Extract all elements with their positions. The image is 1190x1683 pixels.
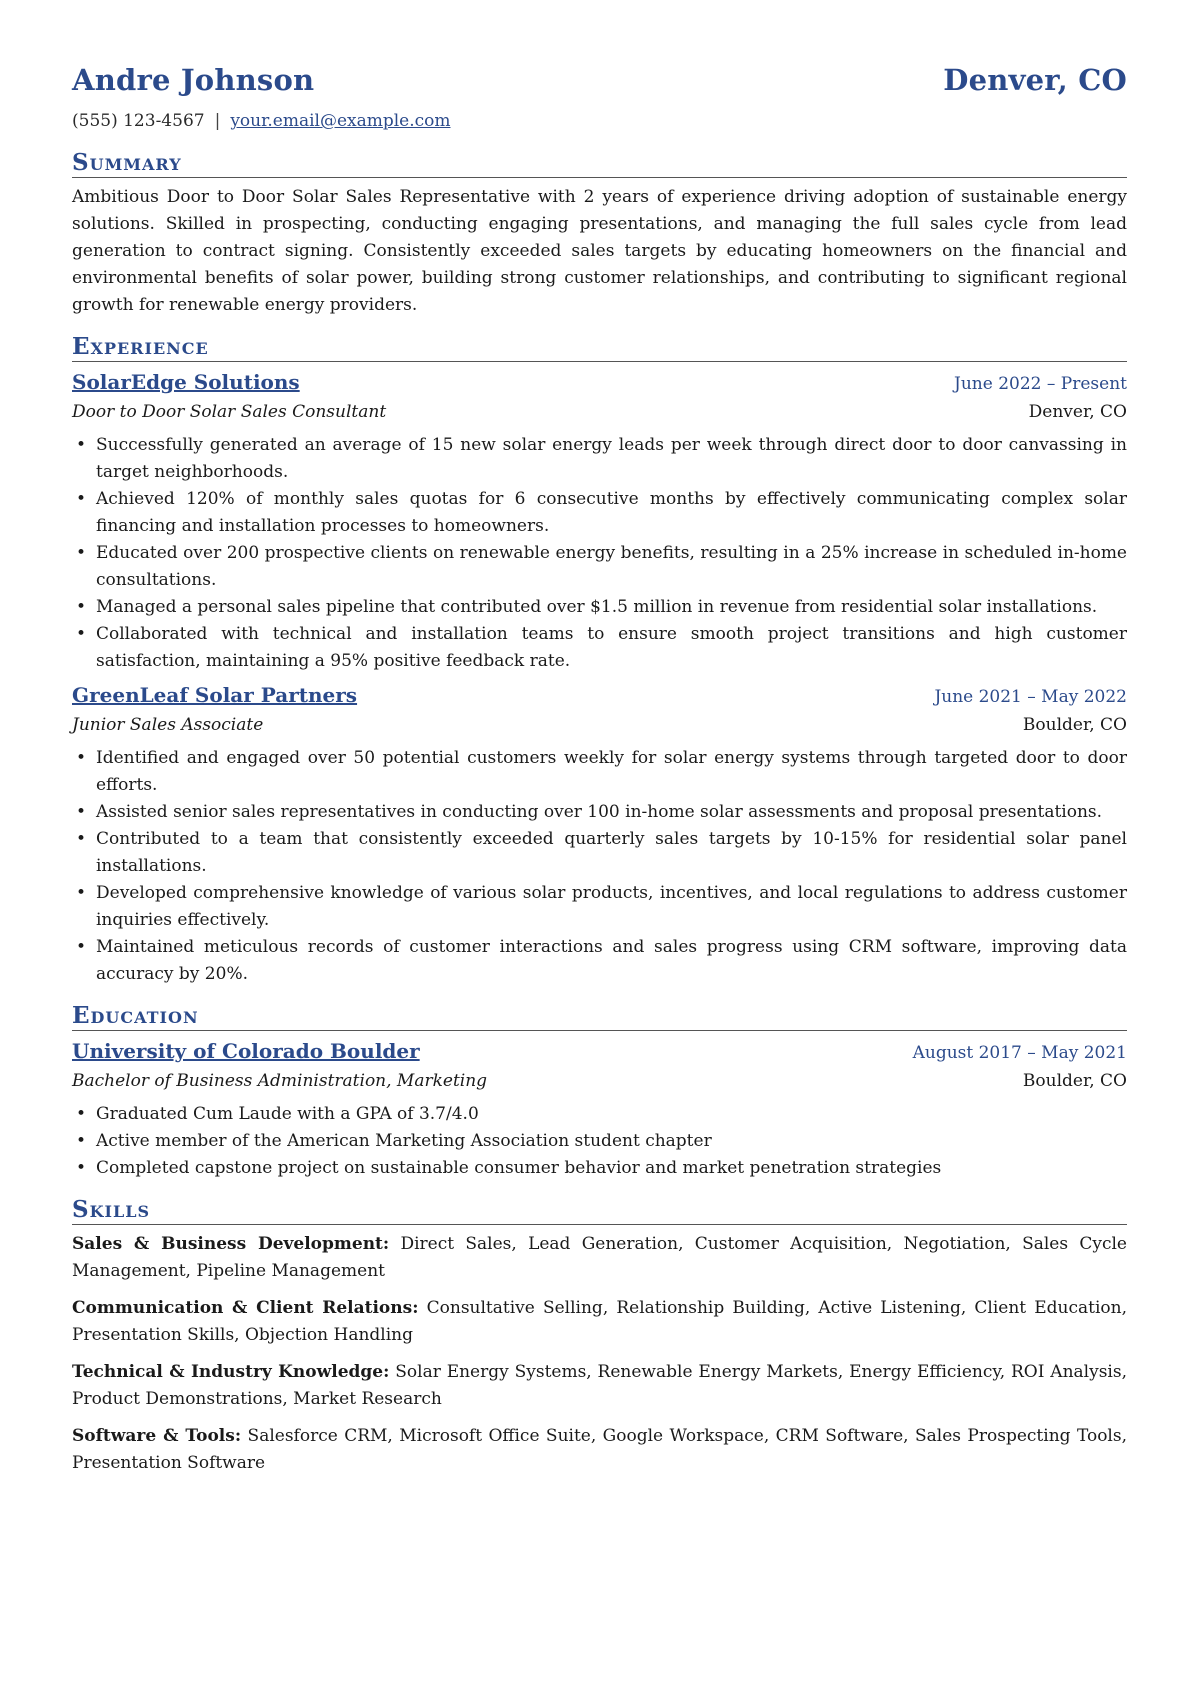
education-bullets <box>72 1101 1127 1182</box>
resume-header <box>72 63 1127 103</box>
skill-category: Sales & Business Development: <box>72 1234 390 1254</box>
skill-items: Solar Energy Systems, Renewable Energy Markets, Energy Efficiency, ROI Analysis, Product Demonstrations, Market Research <box>72 1362 1127 1409</box>
education-entry <box>72 1037 1127 1182</box>
school-name[interactable]: University of Colorado Boulder <box>72 1039 420 1063</box>
job-title: Junior Sales Associate <box>72 715 264 735</box>
email-link[interactable]: your.email@example.com <box>230 111 451 131</box>
job-dates: June 2022 – Present <box>954 374 1127 394</box>
entry-subheader <box>72 399 1127 426</box>
entry-header <box>72 1037 1127 1068</box>
degree: Bachelor of Business Administration, Marketing <box>72 1071 488 1091</box>
bullet-item: • Maintained meticulous records of customer interactions and sales progress using CRM software, improving data accuracy by 20%. <box>96 934 1127 988</box>
candidate-location: Denver, CO <box>943 63 1127 97</box>
bullet-item: • Completed capstone project on sustainable consumer behavior and market penetration strategies <box>96 1155 1127 1182</box>
bullet-item: • Developed comprehensive knowledge of various solar products, incentives, and local regulations to address customer inquiries effectively. <box>96 880 1127 934</box>
bullet-item: • Contributed to a team that consistently exceeded quarterly sales targets by 10-15% for residential solar panel installations. <box>96 826 1127 880</box>
job-bullets <box>72 745 1127 988</box>
job-location: Denver, CO <box>1028 402 1127 422</box>
skill-group <box>72 1231 1127 1285</box>
job-title: Door to Door Solar Sales Consultant <box>72 402 387 422</box>
resume-content <box>72 63 1127 1477</box>
section-title-summary: Summary <box>72 149 1127 178</box>
job-dates: June 2021 – May 2022 <box>934 687 1127 707</box>
education-location: Boulder, CO <box>1022 1071 1127 1091</box>
contact-separator: | <box>214 111 221 131</box>
skill-items: Consultative Selling, Relationship Building, Active Listening, Client Education, Presentation Skills, Objection Handling <box>72 1298 1128 1345</box>
section-title-education: Education <box>72 1002 1127 1031</box>
bullet-item: • Active member of the American Marketing Association student chapter <box>96 1128 1127 1155</box>
skill-items: Salesforce CRM, Microsoft Office Suite, Google Workspace, CRM Software, Sales Prospecting Tools, Presentation Software <box>72 1426 1128 1473</box>
job-location: Boulder, CO <box>1022 715 1127 735</box>
bullet-item: • Achieved 120% of monthly sales quotas for 6 consecutive months by effectively communicating complex solar financing and installation processes to homeowners. <box>96 486 1127 540</box>
phone-number: (555) 123-4567 <box>72 111 205 131</box>
skills-list <box>72 1231 1127 1477</box>
education-dates: August 2017 – May 2021 <box>912 1043 1127 1063</box>
experience-entry <box>72 681 1127 988</box>
skill-items: Direct Sales, Lead Generation, Customer Acquisition, Negotiation, Sales Cycle Management, Pipeline Management <box>72 1234 1127 1281</box>
skill-category: Communication & Client Relations: <box>72 1298 419 1318</box>
contact-line <box>72 111 1127 135</box>
summary-text: Ambitious Door to Door Solar Sales Representative with 2 years of experience driving adoption of sustainable energy solutions. Skilled in prospecting, conducting engaging presentations, and managing the full sales cycle from lead generation to contract signing. Consistently exceeded sales targets by educating homeowners on the financial and environmental benefits of solar power, building strong customer relationships, and contributing to significant regional growth for renewable energy providers. <box>72 187 1127 315</box>
bullet-item: • Educated over 200 prospective clients on renewable energy benefits, resulting in a 25% increase in scheduled in-home consultations. <box>96 540 1127 594</box>
bullet-item: • Graduated Cum Laude with a GPA of 3.7/4.0 <box>96 1101 1127 1128</box>
bullet-item: • Identified and engaged over 50 potential customers weekly for solar energy systems through targeted door to door efforts. <box>96 745 1127 799</box>
bullet-item: • Collaborated with technical and installation teams to ensure smooth project transitions and high customer satisfaction, maintaining a 95% positive feedback rate. <box>96 621 1127 675</box>
skill-category: Technical & Industry Knowledge: <box>72 1362 390 1382</box>
candidate-name: Andre Johnson <box>72 63 315 97</box>
entry-header <box>72 681 1127 712</box>
bullet-item: • Managed a personal sales pipeline that contributed over $1.5 million in revenue from residential solar installations. <box>96 594 1127 621</box>
skill-group <box>72 1295 1127 1349</box>
experience-entry <box>72 368 1127 675</box>
entry-header <box>72 368 1127 399</box>
skill-group <box>72 1423 1127 1477</box>
bullet-item: • Successfully generated an average of 15 new solar energy leads per week through direct door to door canvassing in target neighborhoods. <box>96 432 1127 486</box>
skill-category: Software & Tools: <box>72 1426 242 1446</box>
skill-group <box>72 1359 1127 1413</box>
entry-subheader <box>72 712 1127 739</box>
bullet-item: • Assisted senior sales representatives in conducting over 100 in-home solar assessments and proposal presentations. <box>96 799 1127 826</box>
job-bullets <box>72 432 1127 675</box>
section-title-experience: Experience <box>72 333 1127 362</box>
entry-subheader <box>72 1068 1127 1095</box>
company-name[interactable]: SolarEdge Solutions <box>72 370 300 394</box>
section-title-skills: Skills <box>72 1196 1127 1225</box>
company-name[interactable]: GreenLeaf Solar Partners <box>72 683 358 707</box>
